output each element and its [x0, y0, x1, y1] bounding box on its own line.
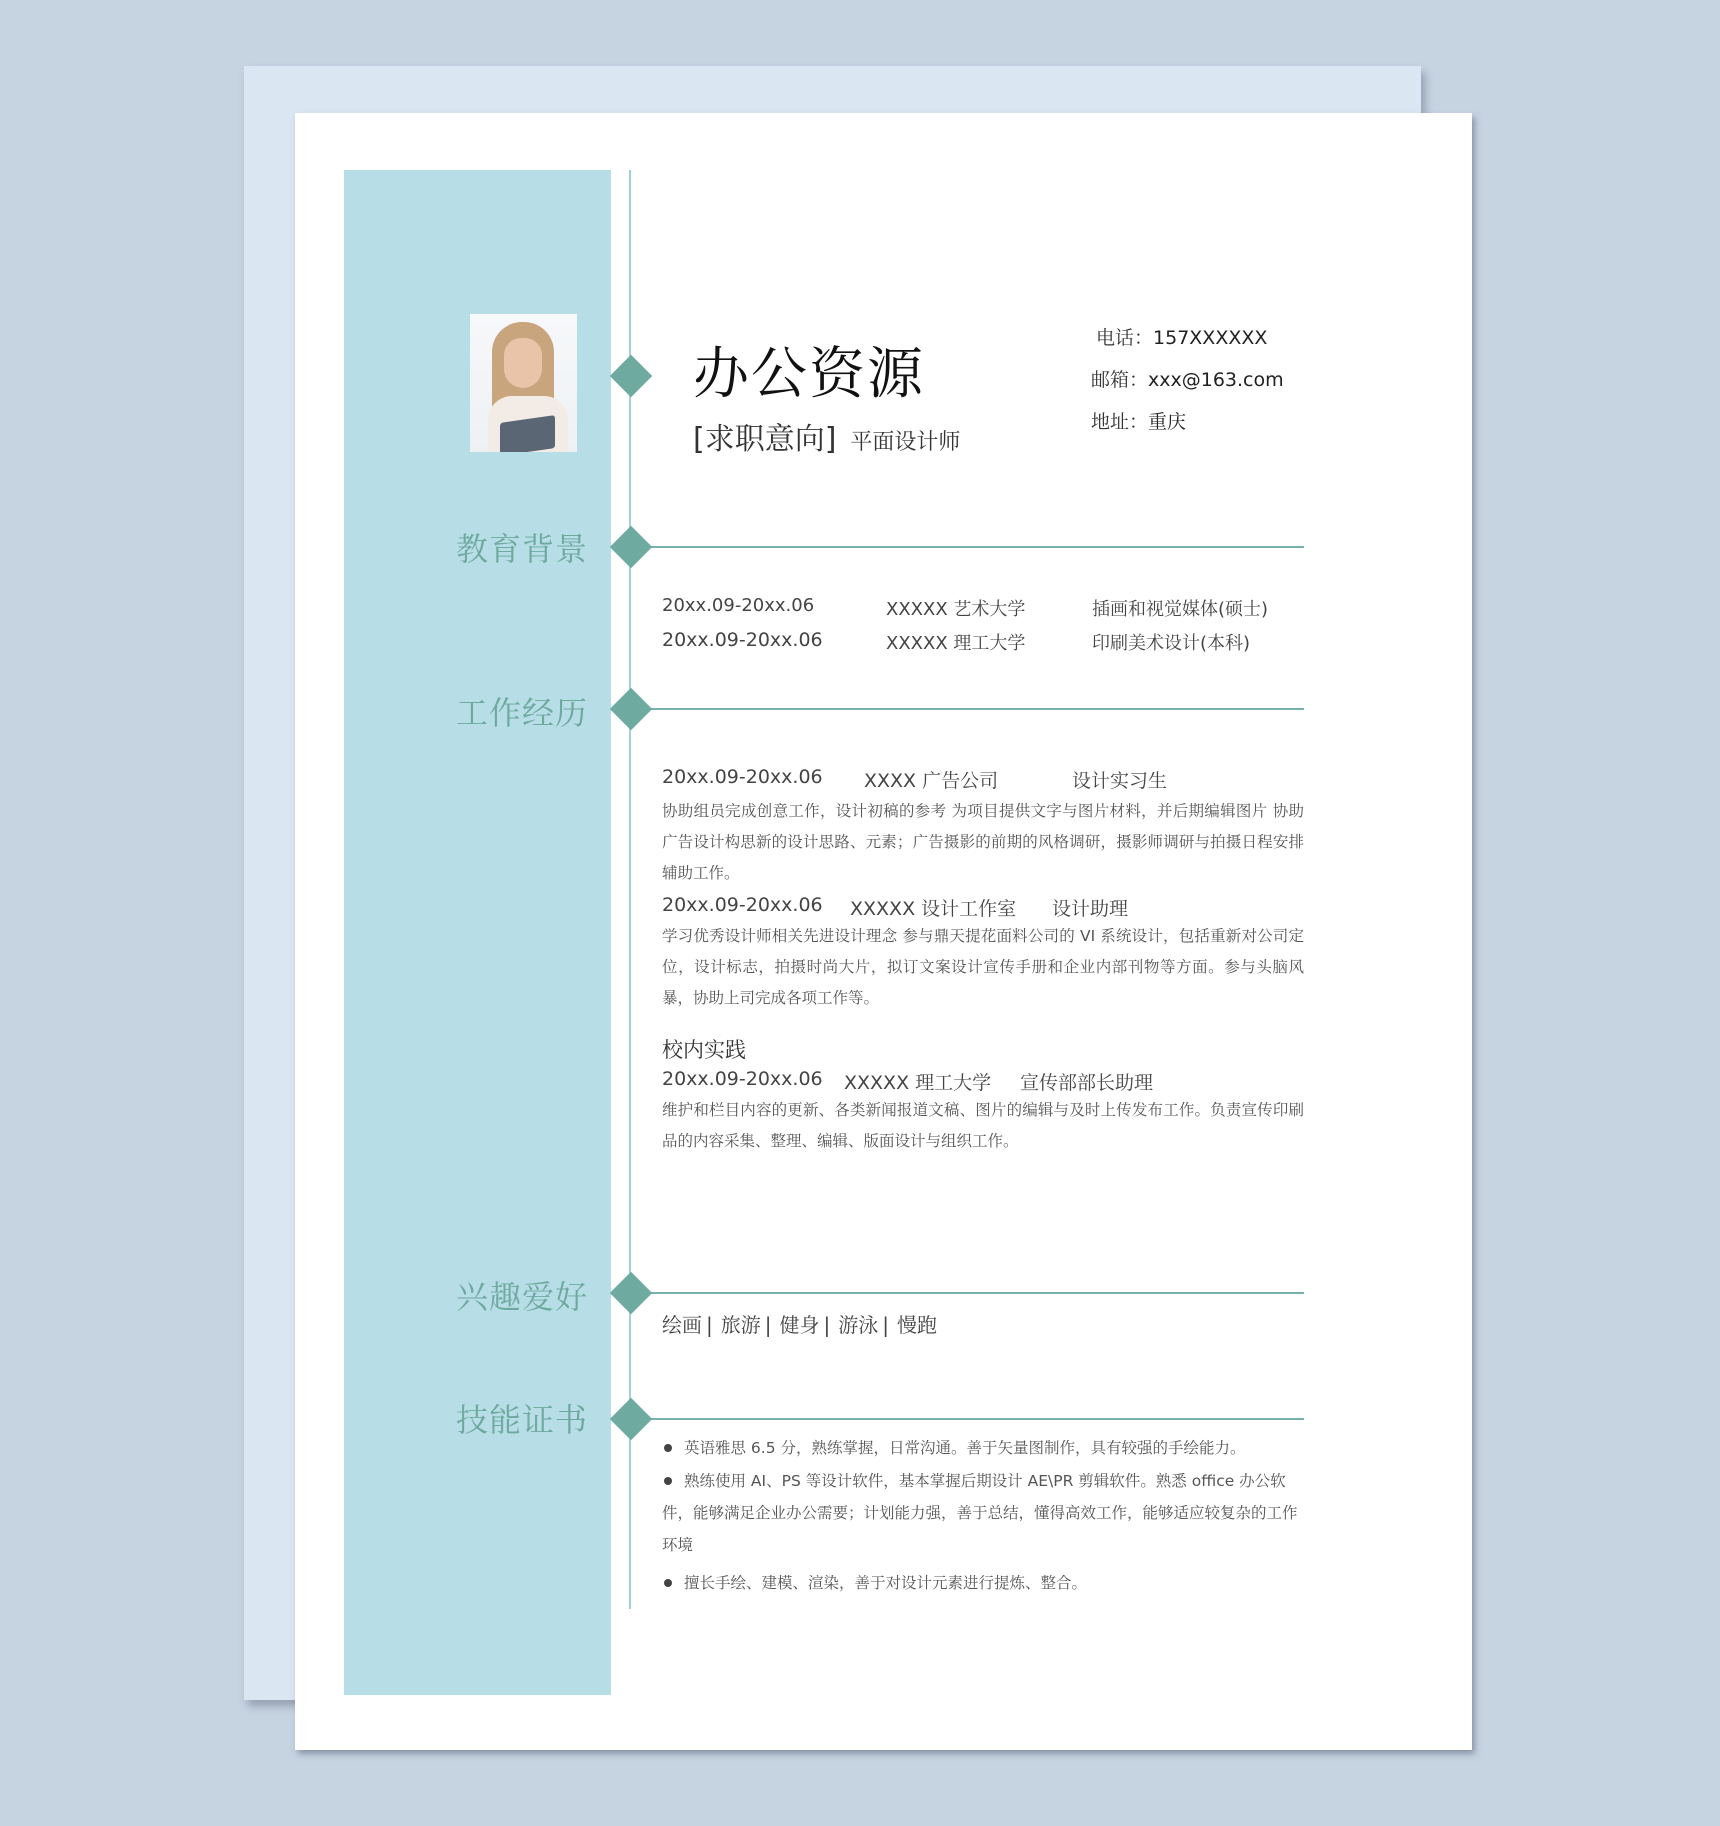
campus-description: 维护和栏目内容的更新、各类新闻报道文稿、图片的编辑与及时上传发布工作。负责宣传印刷品的内容采集、整理、编辑、版面设计与组织工作。 — [662, 1101, 1304, 1150]
phone-label: 电话： — [1096, 327, 1154, 349]
job-intent-role: 平面设计师 — [850, 430, 961, 455]
job-period: 20xx.09-20xx.06 — [662, 766, 823, 788]
hobby-item: 游泳 — [838, 1313, 879, 1337]
hobby-item: 旅游 — [720, 1313, 761, 1337]
campus-org: XXXXX 理工大学 — [844, 1072, 992, 1094]
education-major: 印刷美术设计(本科) — [1092, 633, 1251, 654]
hobby-item: 绘画 — [662, 1313, 702, 1337]
section-title-hobbies: 兴趣爱好 — [456, 1278, 589, 1316]
bullet-icon — [664, 1444, 672, 1452]
phone-value: 157XXXXXX — [1153, 327, 1268, 349]
education-period: 20xx.09-20xx.06 — [662, 595, 815, 616]
contact-email — [1091, 365, 1284, 392]
contact-address — [1091, 407, 1186, 434]
divider-work — [630, 708, 1304, 710]
divider-skills — [630, 1418, 1304, 1420]
campus-position: 宣传部部长助理 — [1020, 1072, 1154, 1094]
skill-text: 熟练使用 AI、PS 等设计软件，基本掌握后期设计 AE\PR 剪辑软件。熟悉 office 办公软件，能够满足企业办公需要；计划能力强，善于总结，懂得高效工作，能够适应较复杂的工作环境 — [662, 1472, 1298, 1554]
section-title-skills: 技能证书 — [456, 1401, 589, 1439]
hobby-separator: | — [823, 1313, 831, 1337]
hobby-item: 慢跑 — [897, 1313, 937, 1337]
job-position: 设计助理 — [1052, 898, 1129, 920]
skill-item — [662, 1465, 1304, 1561]
job-description: 学习优秀设计师相关先进设计理念 参与鼎天提花面料公司的 VI 系统设计，包括重新对公司定位，设计标志，拍摄时尚大片，拟订文案设计宣传手册和企业内部刊物等方面。参与头脑风暴，协助上司完成各项工作等。 — [662, 927, 1304, 1007]
email-label: 邮箱： — [1091, 369, 1149, 391]
hobby-separator: | — [706, 1313, 713, 1337]
contact-phone — [1096, 323, 1267, 350]
job-description: 协助组员完成创意工作，设计初稿的参考 为项目提供文字与图片材料，并后期编辑图片 协助广告设计构思新的设计思路、元素；广告摄影的前期的风格调研，摄影师调研与拍摄日程安排辅助工作。 — [662, 802, 1304, 882]
section-title-work: 工作经历 — [456, 694, 589, 732]
hobbies-list — [662, 1309, 937, 1338]
job-company: XXXX 广告公司 — [864, 770, 999, 792]
education-major: 插画和视觉媒体(硕士) — [1092, 599, 1269, 620]
skill-text: 擅长手绘、建模、渲染，善于对设计元素进行提炼、整合。 — [684, 1574, 1088, 1592]
candidate-name: 办公资源 — [693, 342, 925, 407]
skill-item — [662, 1432, 1304, 1464]
education-period: 20xx.09-20xx.06 — [662, 629, 823, 651]
hobby-item: 健身 — [779, 1313, 820, 1337]
job-position: 设计实习生 — [1072, 770, 1168, 792]
skill-text: 英语雅思 6.5 分，熟练掌握，日常沟通。善于矢量图制作，具有较强的手绘能力。 — [684, 1439, 1246, 1457]
bullet-icon — [664, 1579, 672, 1587]
education-school: XXXXX 理工大学 — [886, 633, 1026, 654]
email-value: xxx@163.com — [1148, 369, 1284, 391]
job-company: XXXXX 设计工作室 — [850, 898, 1017, 920]
campus-period: 20xx.09-20xx.06 — [662, 1068, 823, 1090]
divider-education — [630, 546, 1304, 548]
divider-hobbies — [630, 1292, 1304, 1294]
skill-item — [662, 1567, 1304, 1599]
section-title-education: 教育背景 — [456, 530, 589, 568]
job-intent — [693, 414, 960, 458]
job-period: 20xx.09-20xx.06 — [662, 894, 823, 916]
hobby-separator: | — [882, 1313, 889, 1337]
hobby-separator: | — [764, 1313, 772, 1337]
job-intent-label: [求职意向] — [693, 422, 837, 457]
address-label: 地址： — [1091, 411, 1149, 433]
bullet-icon — [664, 1477, 672, 1485]
portrait-photo — [470, 314, 577, 452]
education-school: XXXXX 艺术大学 — [886, 599, 1026, 620]
photo-folder — [500, 415, 555, 452]
campus-practice-title: 校内实践 — [662, 1038, 746, 1062]
address-value: 重庆 — [1148, 411, 1187, 433]
photo-face — [504, 338, 542, 388]
